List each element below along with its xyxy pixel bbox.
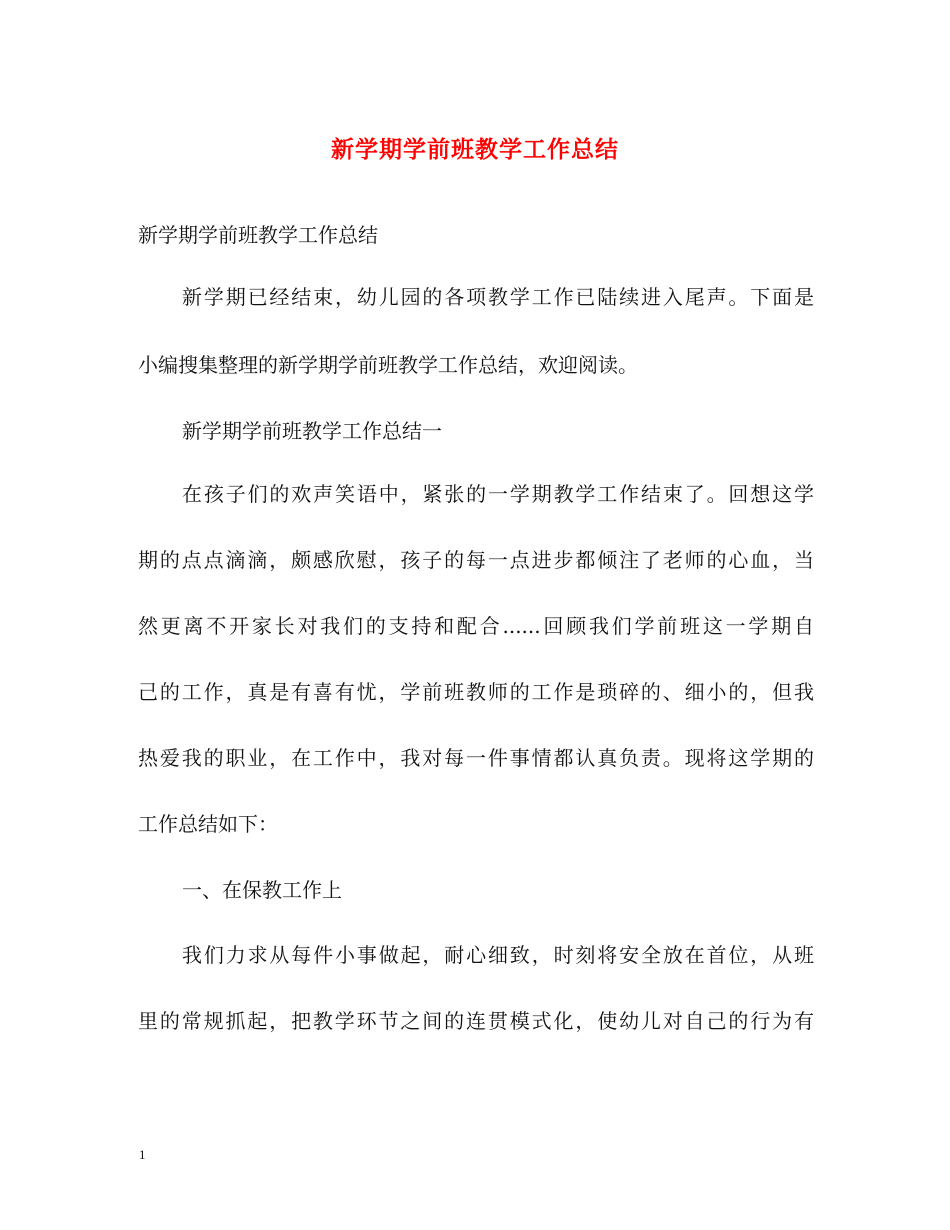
text-line: 期的点点滴滴，颇感欣慰，孩子的每一点进步都倾注了老师的心血，当 — [138, 548, 814, 572]
text-line: 己的工作，真是有喜有忧，学前班教师的工作是琐碎的、细小的，但我 — [138, 680, 814, 704]
section-heading: 一、在保教工作上 — [182, 878, 342, 902]
text-line: 我们力求从每件小事做起，耐心细致，时刻将安全放在首位，从班 — [182, 943, 814, 967]
text-line: 里的常规抓起，把教学环节之间的连贯模式化，使幼儿对自己的行为有 — [138, 1009, 814, 1033]
text-line: 然更离不开家长对我们的支持和配合......回顾我们学前班这一学期自 — [138, 614, 814, 638]
text-line-subtitle: 新学期学前班教学工作总结 — [138, 223, 378, 247]
text-line: 热爱我的职业，在工作中，我对每一件事情都认真负责。现将这学期的 — [138, 746, 814, 770]
page-number: 1 — [139, 1147, 146, 1162]
text-line: 在孩子们的欢声笑语中，紧张的一学期教学工作结束了。回想这学 — [182, 482, 814, 506]
document-title: 新学期学前班教学工作总结 — [331, 136, 619, 163]
text-line: 新学期已经结束，幼儿园的各项教学工作已陆续进入尾声。下面是 — [182, 285, 814, 309]
text-line: 工作总结如下： — [138, 812, 278, 836]
text-line: 小编搜集整理的新学期学前班教学工作总结，欢迎阅读。 — [138, 353, 638, 377]
section-heading: 新学期学前班教学工作总结一 — [182, 419, 442, 443]
